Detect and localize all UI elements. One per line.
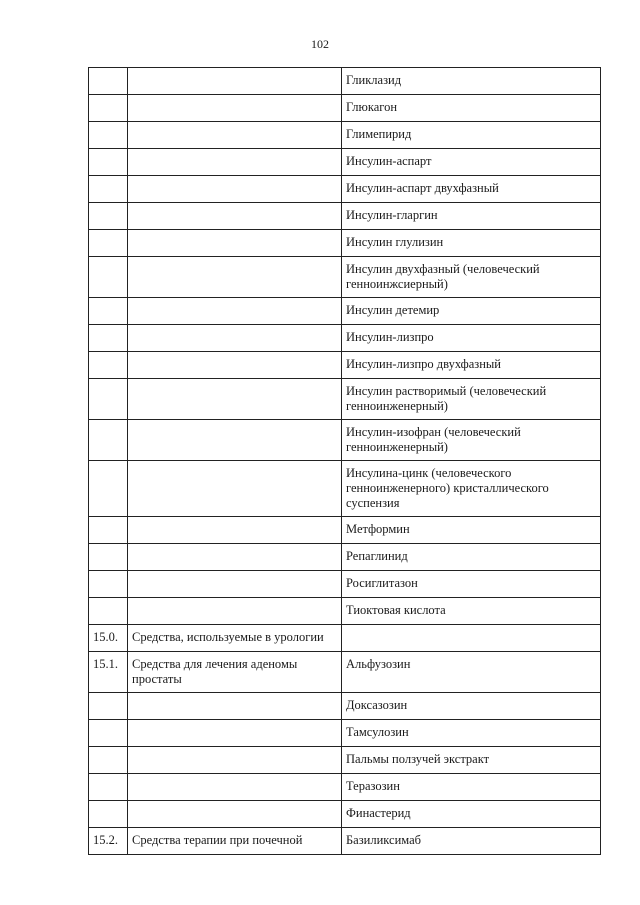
table-row bbox=[89, 801, 601, 828]
table-row bbox=[89, 325, 601, 352]
drug-name-cell: Тамсулозин bbox=[342, 720, 601, 747]
drug-group-cell bbox=[128, 298, 342, 325]
table-row bbox=[89, 95, 601, 122]
drug-group-cell bbox=[128, 801, 342, 828]
section-code-cell bbox=[89, 774, 128, 801]
drug-name-cell: Финастерид bbox=[342, 801, 601, 828]
drug-group-cell bbox=[128, 230, 342, 257]
table-row bbox=[89, 652, 601, 693]
table-row bbox=[89, 461, 601, 517]
table-row bbox=[89, 68, 601, 95]
table-row bbox=[89, 203, 601, 230]
section-code-cell bbox=[89, 517, 128, 544]
table-row bbox=[89, 230, 601, 257]
drug-group-cell bbox=[128, 747, 342, 774]
drug-group-cell bbox=[128, 257, 342, 298]
section-code-cell bbox=[89, 544, 128, 571]
drug-name-cell: Репаглинид bbox=[342, 544, 601, 571]
drug-name-cell: Базиликсимаб bbox=[342, 828, 601, 855]
drug-group-cell bbox=[128, 461, 342, 517]
table-row bbox=[89, 544, 601, 571]
section-code-cell bbox=[89, 298, 128, 325]
section-code-cell bbox=[89, 230, 128, 257]
section-code-cell bbox=[89, 571, 128, 598]
drug-name-cell: Метформин bbox=[342, 517, 601, 544]
drug-group-cell bbox=[128, 176, 342, 203]
page-number: 102 bbox=[311, 37, 329, 51]
table-row bbox=[89, 420, 601, 461]
drug-group-cell: Средства, используемые в урологии bbox=[128, 625, 342, 652]
drug-group-cell bbox=[128, 420, 342, 461]
drug-name-cell: Тиоктовая кислота bbox=[342, 598, 601, 625]
drug-name-cell: Пальмы ползучей экстракт bbox=[342, 747, 601, 774]
table-row bbox=[89, 298, 601, 325]
drug-name-cell: Глюкагон bbox=[342, 95, 601, 122]
table-row bbox=[89, 149, 601, 176]
drug-name-cell: Инсулин-гларгин bbox=[342, 203, 601, 230]
drug-name-cell: Инсулин растворимый (человеческий генноинженерный) bbox=[342, 379, 601, 420]
section-code-cell bbox=[89, 122, 128, 149]
table-row bbox=[89, 517, 601, 544]
drug-name-cell: Глимепирид bbox=[342, 122, 601, 149]
section-code-cell bbox=[89, 257, 128, 298]
table-row bbox=[89, 625, 601, 652]
table-row bbox=[89, 379, 601, 420]
table-row bbox=[89, 571, 601, 598]
drug-name-cell: Гликлазид bbox=[342, 68, 601, 95]
section-code-cell bbox=[89, 352, 128, 379]
table-row bbox=[89, 693, 601, 720]
drug-name-cell: Альфузозин bbox=[342, 652, 601, 693]
drug-group-cell bbox=[128, 352, 342, 379]
drug-group-cell bbox=[128, 203, 342, 230]
drug-name-cell: Инсулин детемир bbox=[342, 298, 601, 325]
drug-list-table bbox=[88, 67, 601, 855]
section-code-cell bbox=[89, 203, 128, 230]
section-code-cell bbox=[89, 420, 128, 461]
drug-group-cell bbox=[128, 325, 342, 352]
drug-group-cell: Средства терапии при почечной bbox=[128, 828, 342, 855]
drug-name-cell: Инсулин-лизпро bbox=[342, 325, 601, 352]
section-code-cell bbox=[89, 176, 128, 203]
drug-group-cell bbox=[128, 149, 342, 176]
table-row bbox=[89, 720, 601, 747]
section-code-cell: 15.1. bbox=[89, 652, 128, 693]
drug-group-cell bbox=[128, 68, 342, 95]
section-code-cell bbox=[89, 801, 128, 828]
drug-group-cell bbox=[128, 693, 342, 720]
table-row bbox=[89, 774, 601, 801]
table-row bbox=[89, 257, 601, 298]
drug-name-cell: Инсулин двухфазный (человеческий генноинжсиерный) bbox=[342, 257, 601, 298]
section-code-cell bbox=[89, 598, 128, 625]
drug-name-cell: Инсулин-аспарт двухфазный bbox=[342, 176, 601, 203]
section-code-cell bbox=[89, 461, 128, 517]
section-code-cell bbox=[89, 95, 128, 122]
drug-group-cell bbox=[128, 598, 342, 625]
drug-group-cell bbox=[128, 379, 342, 420]
section-code-cell bbox=[89, 325, 128, 352]
table-body bbox=[89, 68, 601, 855]
section-code-cell bbox=[89, 149, 128, 176]
drug-group-cell bbox=[128, 774, 342, 801]
table-row bbox=[89, 176, 601, 203]
drug-group-cell bbox=[128, 122, 342, 149]
drug-group-cell bbox=[128, 544, 342, 571]
section-code-cell: 15.2. bbox=[89, 828, 128, 855]
drug-group-cell bbox=[128, 95, 342, 122]
table-row bbox=[89, 598, 601, 625]
table-row bbox=[89, 352, 601, 379]
drug-group-cell: Средства для лечения аденомы простаты bbox=[128, 652, 342, 693]
drug-name-cell: Инсулин-аспарт bbox=[342, 149, 601, 176]
section-code-cell bbox=[89, 747, 128, 774]
drug-group-cell bbox=[128, 571, 342, 598]
drug-group-cell bbox=[128, 720, 342, 747]
drug-name-cell: Инсулин глулизин bbox=[342, 230, 601, 257]
table-row bbox=[89, 122, 601, 149]
drug-name-cell: Инсулин-лизпро двухфазный bbox=[342, 352, 601, 379]
drug-name-cell: Теразозин bbox=[342, 774, 601, 801]
section-code-cell bbox=[89, 68, 128, 95]
drug-name-cell: Инсулин-изофран (человеческий генноинженерный) bbox=[342, 420, 601, 461]
section-code-cell bbox=[89, 379, 128, 420]
drug-name-cell: Доксазозин bbox=[342, 693, 601, 720]
section-code-cell bbox=[89, 693, 128, 720]
table-row bbox=[89, 747, 601, 774]
section-code-cell: 15.0. bbox=[89, 625, 128, 652]
drug-name-cell: Росиглитазон bbox=[342, 571, 601, 598]
table-row bbox=[89, 828, 601, 855]
drug-group-cell bbox=[128, 517, 342, 544]
section-code-cell bbox=[89, 720, 128, 747]
drug-name-cell: Инсулина-цинк (человеческого генноинженерного) кристаллического суспензия bbox=[342, 461, 601, 517]
drug-name-cell bbox=[342, 625, 601, 652]
